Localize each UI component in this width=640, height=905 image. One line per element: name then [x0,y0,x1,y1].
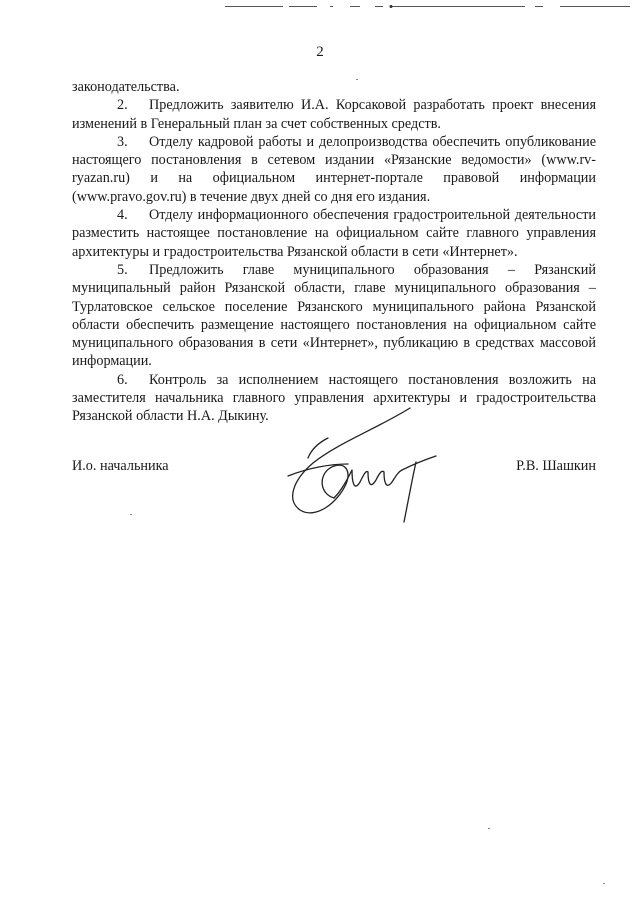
paragraph-text: законодательства. [72,79,180,95]
paragraph-text: Предложить заявителю И.А. Корсаковой разработать проект внесения изменений в Генеральный план за счет собственных средств. [72,97,596,132]
paragraph-number: 5. [117,261,128,278]
scan-header-rule [225,5,630,8]
scan-speck [488,828,490,829]
signatory-title: И.о. начальника [72,458,169,474]
paragraph-continuation [72,78,596,96]
paragraph-number: 3. [117,133,128,150]
paragraph-number: 4. [117,207,128,224]
paragraph-text: Предложить главе муниципального образования – Рязанский муниципальный район Рязанской области, главе муниципального образования – Турлатовское сельское поселение Рязанского муниципального района Рязанской области обеспечить размещение настоящего постановления на официальном сайте муниципального образования в сети «Интернет», публикацию в средствах массовой информации. [72,261,596,370]
scan-speck [130,514,132,515]
handwritten-signature [268,398,448,528]
scan-speck [603,883,605,884]
page-number: 2 [316,44,324,60]
paragraph-2 [72,96,596,133]
paragraph-3 [72,133,596,206]
paragraph-4 [72,206,596,261]
paragraph-number: 6. [117,371,128,388]
scan-speck [356,79,358,80]
paragraph-text: Отделу кадровой работы и делопроизводства обеспечить опубликование настоящего постановления в сетевом издании «Рязанские ведомости» (www.rv-ryazan.ru) и на официальном интернет-портале правовой информации (www.pravo.gov.ru) в течение двух дней со дня его издания. [72,133,596,205]
document-body [72,78,596,426]
paragraph-text: Отделу информационного обеспечения градостроительной деятельности разместить настоящее постановление на официальном сайте главного управления архитектуры и градостроительства Рязанской области в сети «Интернет». [72,207,596,260]
paragraph-number: 2. [117,97,128,114]
signatory-name: Р.В. Шашкин [516,458,596,474]
paragraph-5 [72,261,596,371]
paragraph-text: Контроль за исполнением настоящего постановления возложить на заместителя начальника главного управления архитектуры и градостроительства Рязанской области Н.А. Дыкину. [72,371,596,425]
